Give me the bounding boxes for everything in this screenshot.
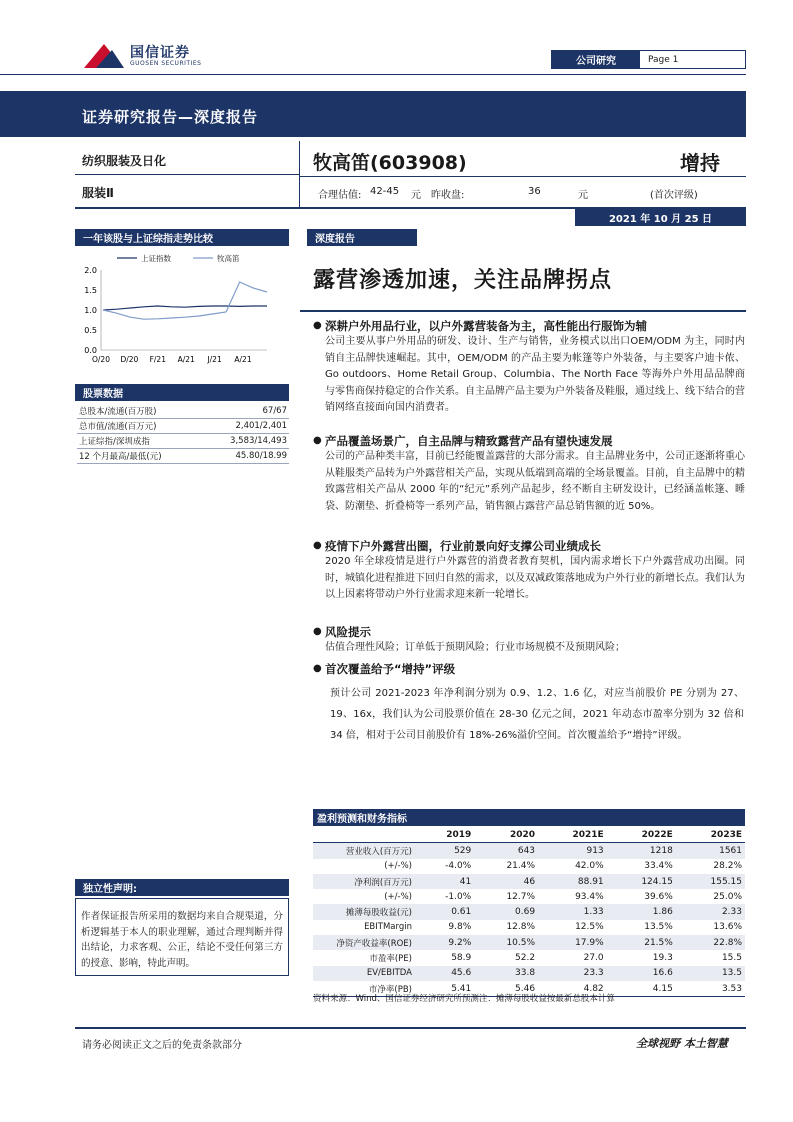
forecast-cell: 9.8%	[448, 922, 472, 933]
stock-data-label: 12 个月最高/最低(元)	[79, 452, 162, 462]
logo-subtext: GUOSEN SECURITIES	[130, 60, 202, 67]
forecast-source: 资料来源：Wind、国信证券经济研究所预测注：摊薄每股收益按最新总股本计算	[313, 994, 615, 1004]
forecast-row	[313, 950, 745, 965]
forecast-cell: 17.9%	[538, 935, 607, 950]
x-tick-label: A/21	[177, 355, 195, 364]
section-heading: 产品覆盖场景广，自主品牌与精致露营产品有望快速发展	[325, 434, 613, 448]
forecast-row	[313, 935, 745, 950]
forecast-cell: 46	[474, 874, 538, 889]
forecast-cell: 9.2%	[415, 935, 474, 950]
stock-data-row	[77, 404, 289, 419]
series-line-index	[103, 306, 267, 310]
stock-data-value: 3,583/14,493	[230, 436, 287, 446]
forecast-cell: 25.0%	[713, 891, 742, 902]
forecast-cell: 529	[415, 843, 474, 859]
forecast-cell: 42.0%	[575, 861, 604, 872]
forecast-cell: 13.6%	[713, 922, 742, 933]
stock-divider	[300, 176, 746, 177]
forecast-cell: 22.8%	[676, 935, 745, 950]
forecast-row-label: EBITMargin	[364, 922, 412, 933]
forecast-row	[313, 874, 745, 889]
forecast-cell: 28.2%	[713, 861, 742, 872]
forecast-col: 2022E	[641, 829, 673, 840]
forecast-row-label: 摊薄每股收益(元)	[313, 904, 415, 919]
strip-divider	[299, 141, 300, 207]
forecast-row	[313, 920, 745, 935]
section-heading: 风险提示	[325, 625, 371, 639]
forecast-cell: 52.2	[515, 953, 536, 964]
forecast-cell: 13.5	[676, 966, 745, 981]
x-tick-label: F/21	[149, 355, 166, 364]
valuation-row	[318, 186, 698, 201]
forecast-cell: 4.82	[583, 983, 604, 994]
x-tick-label: A/21	[234, 355, 252, 364]
bullet-icon: ●	[313, 320, 322, 331]
stock-data-value: 45.80/18.99	[235, 451, 287, 461]
x-axis	[92, 355, 252, 364]
logo-text: 国信证券	[130, 45, 190, 61]
rating-note: (首次评级)	[650, 190, 698, 201]
forecast-row	[313, 904, 745, 919]
section-5	[313, 661, 745, 677]
forecast-cell: 21.4%	[506, 861, 536, 872]
forecast-row-label: 净利润(百万元)	[313, 874, 415, 889]
stock-data-title: 股票数据	[75, 384, 289, 401]
forecast-cell: 41	[415, 874, 474, 889]
forecast-row-label: 净资产收益率(ROE)	[313, 935, 415, 950]
forecast-cell: 4.15	[652, 983, 673, 994]
guosen-logo-icon	[82, 40, 126, 70]
forecast-cell: 12.5%	[575, 922, 604, 933]
chart-title: 一年该股与上证综指走势比较	[75, 229, 289, 246]
forecast-cell: 19.3	[652, 953, 673, 964]
fair-value: 42-45	[370, 186, 400, 197]
legend-label-index: 上证指数	[141, 254, 171, 263]
forecast-cell: 643	[474, 843, 538, 859]
forecast-cell: 1.33	[538, 904, 607, 919]
footer-rule	[75, 1027, 746, 1029]
forecast-row-label: 市盈率(PE)	[369, 954, 412, 965]
forecast-col: 2021E	[572, 829, 604, 840]
series-line-stock	[103, 282, 267, 319]
page-number: Page 1	[648, 54, 679, 65]
y-tick-label: 1.5	[84, 286, 97, 295]
section-heading: 首次覆盖给予“增持”评级	[325, 662, 456, 676]
section-heading: 疫情下户外露营出圈，行业前景向好支撑公司业绩成长	[325, 539, 601, 553]
forecast-cell: 1.86	[607, 904, 676, 919]
stock-data-row	[77, 434, 289, 449]
banner-title: 证券研究报告—深度报告	[82, 108, 259, 126]
section-body: 预计公司 2021-2023 年净利润分别为 0.9、1.2、1.6 亿，对应当前股价 PE 分别为 27、19、16x，我们认为公司股票价值在 28-30 亿元之间，2021 年动态市盈率分别为 32 倍和 34 倍，相对于公司目前股价有 18%-26%溢价空间。首次覆盖给予“增持”评级。	[330, 688, 744, 742]
fair-value-label: 合理估值:	[318, 190, 362, 201]
stock-data-row	[77, 449, 289, 464]
report-headline: 露营渗透加速，关注品牌拐点	[313, 268, 613, 293]
forecast-cell: 5.46	[515, 983, 536, 994]
forecast-row-label: 营业收入(百万元)	[313, 843, 415, 859]
forecast-cell: 12.7%	[506, 891, 536, 902]
forecast-cell: 58.9	[451, 953, 472, 964]
bullet-icon: ●	[313, 435, 322, 446]
forecast-cell: 10.5%	[474, 935, 538, 950]
forecast-cell: 5.41	[451, 983, 472, 994]
industry-divider	[75, 174, 299, 175]
industry-primary: 纺织服装及日化	[82, 154, 167, 168]
forecast-col: 2019	[446, 829, 472, 840]
forecast-cell: 155.15	[676, 874, 745, 889]
forecast-cell: 21.5%	[607, 935, 676, 950]
forecast-cell: 33.4%	[644, 861, 673, 872]
forecast-cell: 0.61	[415, 904, 474, 919]
stock-data-label: 总市值/流通(百万元)	[79, 422, 157, 432]
forecast-row-label: (+/-%)	[384, 891, 412, 902]
y-tick-label: 1.0	[84, 306, 97, 315]
forecast-cell: 2.33	[676, 904, 745, 919]
forecast-row	[313, 889, 745, 904]
stock-data-value: 67/67	[262, 406, 287, 416]
stock-data-label: 总股本/流通(百万股)	[79, 407, 157, 417]
forecast-cell: 1561	[676, 843, 745, 859]
bullet-icon: ●	[313, 540, 322, 551]
forecast-header-blank	[313, 827, 415, 843]
forecast-cell: 39.6%	[644, 891, 673, 902]
stock-data-row	[77, 419, 289, 434]
forecast-cell: 1218	[607, 843, 676, 859]
forecast-cell: 0.69	[474, 904, 538, 919]
forecast-cell: 13.5%	[644, 922, 673, 933]
forecast-cell: 23.3	[538, 966, 607, 981]
x-tick-label: D/20	[120, 355, 139, 364]
close-value: 36	[528, 186, 541, 197]
forecast-row-label: EV/EBITDA	[313, 966, 415, 981]
forecast-row-label: (+/-%)	[384, 861, 412, 872]
report-date: 2021 年 10 月 25 日	[575, 209, 746, 226]
y-tick-label: 2.0	[84, 266, 97, 275]
forecast-cell: 16.6	[607, 966, 676, 981]
bullet-icon: ●	[313, 663, 322, 674]
forecast-cell: 45.6	[415, 966, 474, 981]
disclaimer-title: 独立性声明:	[75, 879, 289, 896]
stock-data-table	[77, 404, 289, 464]
forecast-cell: -4.0%	[445, 861, 472, 872]
forecast-header-row	[313, 827, 745, 843]
x-tick-label: J/21	[207, 355, 222, 364]
forecast-title: 盈利预测和财务指标	[313, 809, 745, 826]
forecast-table	[313, 827, 745, 997]
forecast-cell: -1.0%	[445, 891, 472, 902]
x-tick-label: O/20	[92, 355, 110, 364]
forecast-cell: 124.15	[607, 874, 676, 889]
section-body: 估值合理性风险；订单低于预期风险；行业市场规模不及预期风险；	[325, 642, 625, 653]
forecast-cell: 913	[538, 843, 607, 859]
forecast-cell: 15.5	[721, 953, 742, 964]
close-unit: 元	[578, 190, 588, 201]
forecast-row	[313, 859, 745, 874]
section-body: 2020 年全球疫情是进行户外露营的消费者教育契机，国内需求增长下户外露营成功出圈。同时，城镇化进程推进下回归自然的需求，以及双减政策落地成为户外行业的新增长点。我们认为以上因素将带动户外行业需求迎来新一轮增长。	[325, 556, 745, 601]
forecast-cell: 12.8%	[506, 922, 536, 933]
forecast-row	[313, 966, 745, 981]
forecast-col: 2020	[509, 829, 536, 840]
industry-secondary: 服装Ⅱ	[82, 186, 114, 200]
section-4	[313, 624, 745, 657]
disclaimer-body: 作者保证报告所采用的数据均来自合规渠道，分析逻辑基于本人的职业理解，通过合理判断并得出结论，力求客观、公正，结论不受任何第三方的授意、影响，特此声明。	[75, 898, 289, 976]
forecast-cell: 88.91	[538, 874, 607, 889]
stock-data-label: 上证综指/深圳成指	[79, 437, 150, 447]
section-1	[313, 318, 745, 417]
y-axis	[84, 266, 267, 355]
section-body: 公司的产品种类丰富，目前已经能覆盖露营的大部分需求。自主品牌业务中，公司正逐渐将重心从鞋服类产品转为户外露营相关产品，实现从低端到高端的全场景覆盖。目前，自主品牌中的精致露营相关产品从 2000 年的“纪元”系列产品起步，经不断自主研发设计，已经涵盖帐篷、睡袋、防潮垫、折叠椅等一系列产品，销售额占露营产品总销售额的近 50%。	[325, 451, 745, 512]
section-body: 公司主要从事户外用品的研发、设计、生产与销售，业务模式以出口OEM/ODM 为主，同时内销自主品牌快速崛起。其中，OEM/ODM 的产品主要为帐篷等户外装备，与主要客户迪卡侬、Go outdoors、Home Retail Group、Columbia、The North Face 等海外户外用品品牌商与零售商保持稳定的合作关系。自主品牌产品主要为户外装备及鞋服，通过线上、线下结合的营销网络直接面向国内消费者。	[325, 336, 745, 414]
forecast-row-label: 市净率(PB)	[368, 984, 412, 995]
legend-label-stock: 牧高笛	[217, 254, 240, 263]
doc-type: 公司研究	[552, 51, 640, 68]
bullet-icon: ●	[313, 626, 322, 637]
y-tick-label: 0.0	[84, 346, 97, 355]
report-tag: 深度报告	[307, 229, 417, 246]
stock-data-value: 2,401/2,401	[235, 421, 287, 431]
section-heading: 深耕户外用品行业，以户外露营装备为主，高性能出行服饰为辅	[325, 319, 647, 333]
footer-notice: 请务必阅读正文之后的免责条款部分	[82, 1040, 242, 1051]
section-3	[313, 538, 745, 604]
fair-value-unit: 元	[411, 190, 421, 201]
stock-name: 牧高笛(603908)	[313, 152, 467, 174]
rating: 增持	[680, 151, 720, 175]
chart-legend	[117, 253, 240, 263]
forecast-cell: 3.53	[721, 983, 742, 994]
header-doc-box	[551, 50, 746, 69]
forecast-cell: 27.0	[583, 953, 604, 964]
y-tick-label: 0.5	[84, 326, 97, 335]
close-label: 昨收盘:	[431, 190, 465, 201]
forecast-cell: 93.4%	[575, 891, 604, 902]
header-rule	[0, 74, 746, 75]
section-2	[313, 433, 745, 515]
footer-slogan: 全球视野 本土智慧	[636, 1037, 728, 1050]
trend-chart	[75, 250, 289, 372]
forecast-row	[313, 843, 745, 859]
forecast-cell: 33.8	[474, 966, 538, 981]
headline-rule	[300, 310, 746, 312]
forecast-col: 2023E	[710, 829, 742, 840]
